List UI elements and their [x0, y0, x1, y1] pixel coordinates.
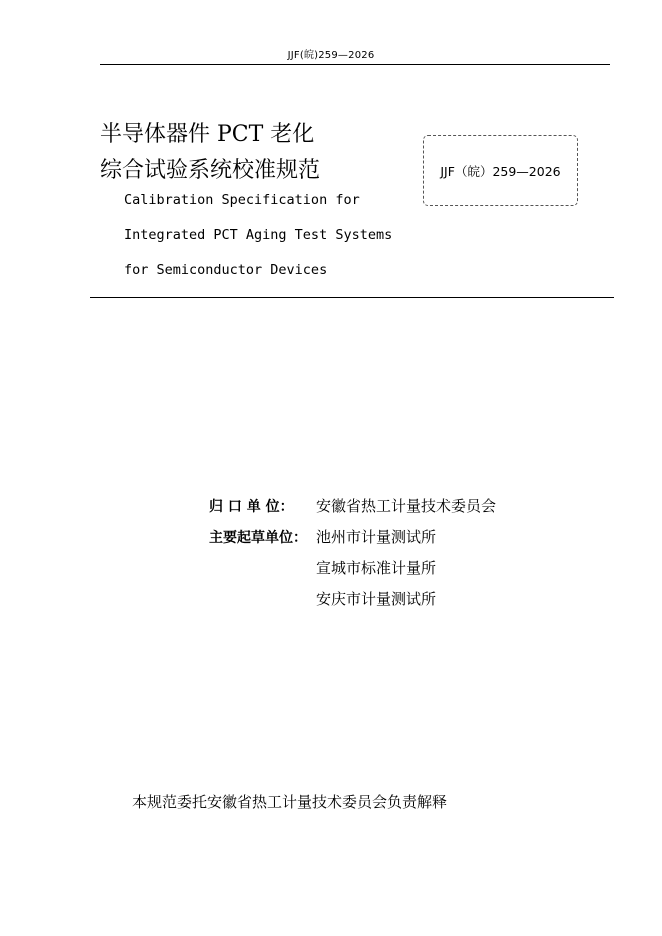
drafting-unit-2: 宣城市标准计量所	[316, 559, 437, 577]
document-code-box-text: JJF（皖）259—2026	[440, 163, 561, 179]
title-cn-line-2: 综合试验系统校准规范	[100, 158, 321, 183]
title-en-line-3: for Semiconductor Devices	[124, 262, 328, 278]
title-cn-line-1: 半导体器件 PCT 老化	[100, 122, 315, 147]
drafting-unit-label: 主要起草单位：	[209, 530, 307, 546]
document-code-box	[423, 135, 578, 206]
title-en-line-2: Integrated PCT Aging Test Systems	[124, 227, 393, 243]
drafting-unit-3: 安庆市计量测试所	[316, 590, 437, 608]
drafting-unit-1: 池州市计量测试所	[316, 528, 437, 546]
responsible-unit-value: 安徽省热工计量技术委员会	[316, 497, 497, 515]
responsible-unit-label: 归 口 单 位：	[209, 499, 294, 515]
interpretation-note: 本规范委托安徽省热工计量技术委员会负责解释	[132, 793, 448, 811]
title-en-line-1: Calibration Specification for	[124, 192, 360, 208]
title-rule	[90, 297, 614, 298]
header-rule	[100, 64, 610, 65]
document-code-header: JJF(皖)259—2026	[287, 50, 375, 61]
